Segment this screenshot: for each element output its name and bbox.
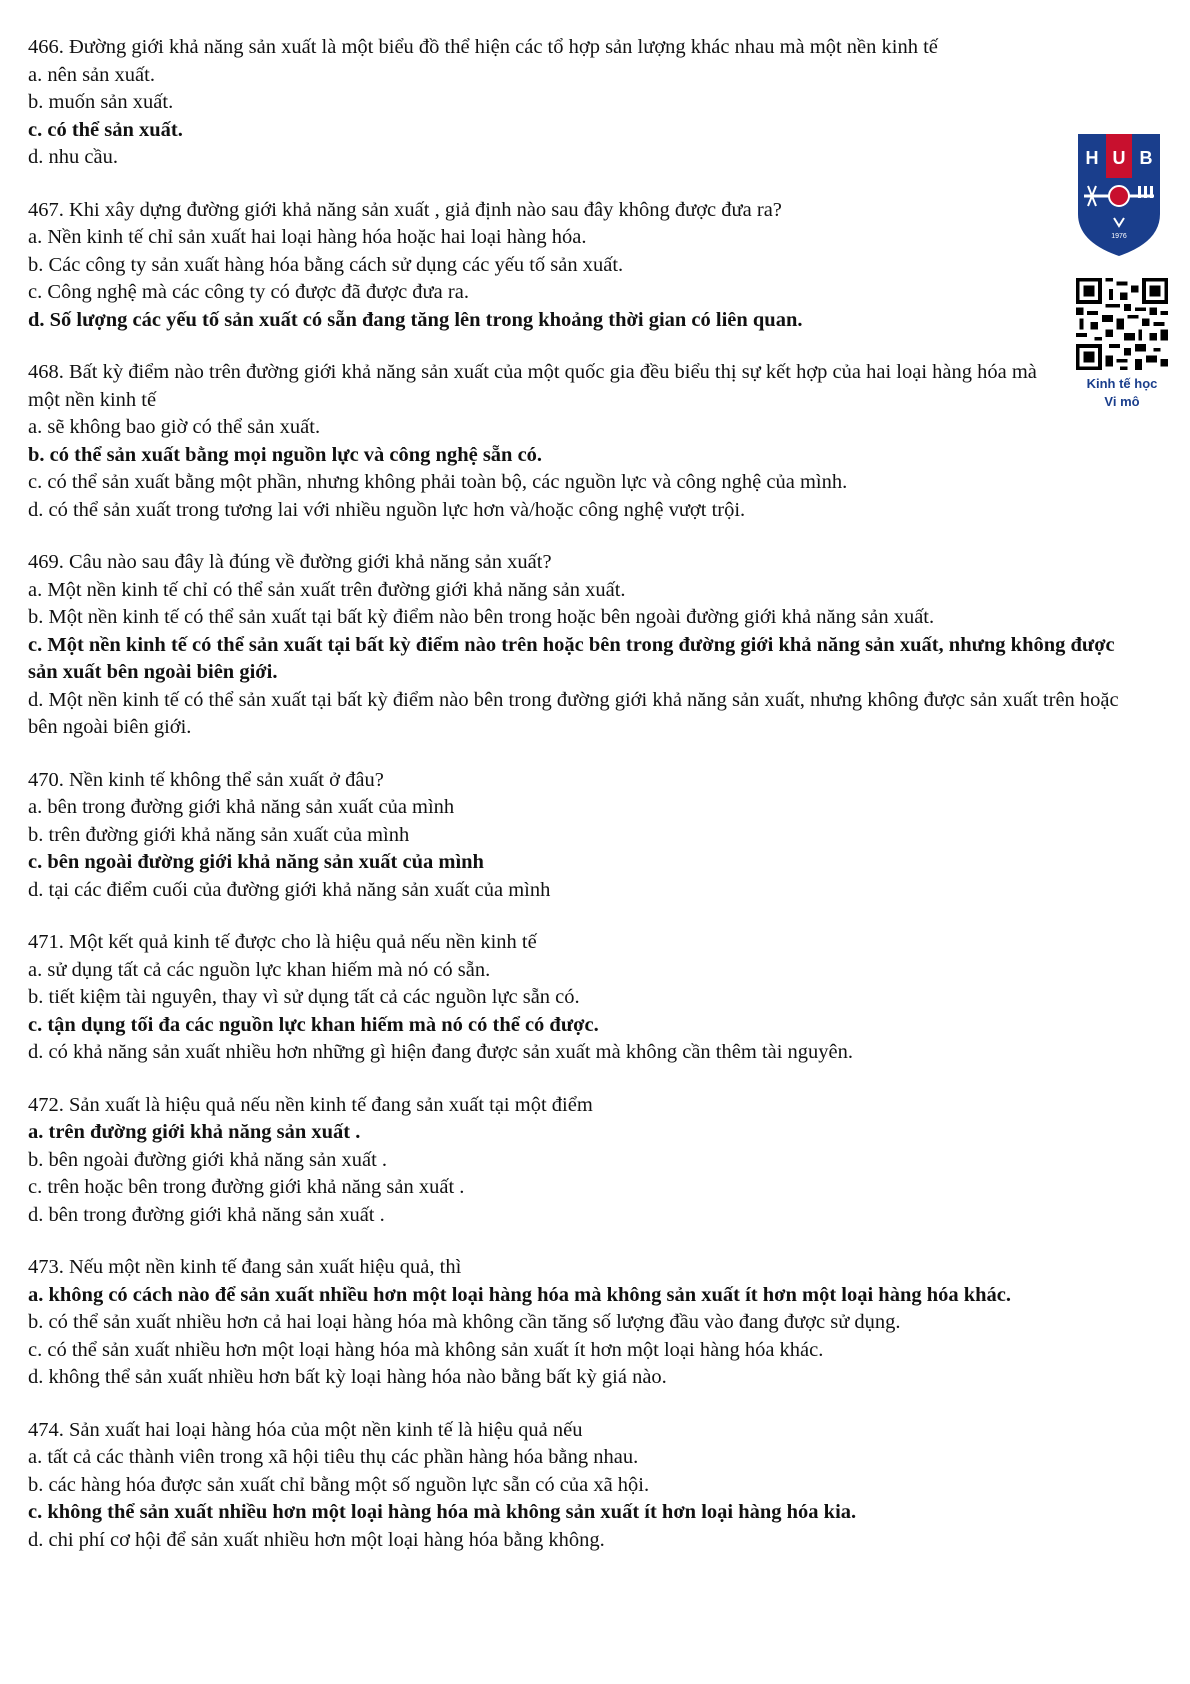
option-c: c. trên hoặc bên trong đường giới khả năng sản xuất .: [28, 1176, 465, 1198]
svg-text:H: H: [1085, 148, 1099, 168]
option-b: b. có thể sản xuất nhiều hơn cả hai loại hàng hóa mà không cần tăng số lượng đầu vào đang được sử dụng.: [28, 1311, 901, 1333]
question-text: 467. Khi xây dựng đường giới khả năng sản xuất , giả định nào sau đây không được đưa ra?: [28, 198, 782, 221]
question-text: 468. Bất kỳ điểm nào trên đường giới khả năng sản xuất của một quốc gia đều biểu thị sự kết hợp của hai loại hàng hóa mà một nền kinh tế: [28, 361, 1037, 411]
option-d: d. có thể sản xuất trong tương lai với nhiều nguồn lực hơn và/hoặc công nghệ vượt trội.: [28, 498, 746, 521]
option-d: d. không thể sản xuất nhiều hơn bất kỳ loại hàng hóa nào bằng bất kỳ giá nào.: [28, 1366, 667, 1388]
question-471: [28, 929, 1148, 1067]
option-d: d. tại các điểm cuối của đường giới khả năng sản xuất của mình: [28, 878, 551, 901]
question-text: 470. Nền kinh tế không thể sản xuất ở đâu?: [28, 768, 384, 791]
option-c-correct: c. Một nền kinh tế có thể sản xuất tại bất kỳ điểm nào trên hoặc bên trong đường giới khả năng sản xuất, nhưng không được sản xuất bên ngoài biên giới.: [28, 633, 1115, 683]
question-text: 471. Một kết quả kinh tế được cho là hiệu quả nếu nền kinh tế: [28, 931, 537, 953]
option-a: a. Một nền kinh tế chỉ có thể sản xuất trên đường giới khả năng sản xuất.: [28, 578, 626, 601]
option-c-correct: c. không thể sản xuất nhiều hơn một loại hàng hóa mà không sản xuất ít hơn loại hàng hóa kia.: [28, 1501, 857, 1523]
option-b: b. bên ngoài đường giới khả năng sản xuất .: [28, 1148, 388, 1171]
question-466: [28, 34, 1148, 172]
option-a: a. bên trong đường giới khả năng sản xuất của mình: [28, 796, 455, 818]
option-b: b. muốn sản xuất.: [28, 91, 174, 113]
option-c-correct: c. có thể sản xuất.: [28, 118, 183, 141]
option-a-correct: a. không có cách nào để sản xuất nhiều hơn một loại hàng hóa mà không sản xuất ít hơn một loại hàng hóa khác.: [28, 1283, 1012, 1306]
question-468: [28, 359, 1148, 524]
question-list: [28, 34, 1148, 1579]
option-d: d. có khả năng sản xuất nhiều hơn những gì hiện đang được sản xuất mà không cần thêm tài nguyên.: [28, 1041, 853, 1063]
option-d: d. bên trong đường giới khả năng sản xuất .: [28, 1203, 385, 1226]
svg-text:U: U: [1112, 148, 1126, 168]
question-text: 472. Sản xuất là hiệu quả nếu nền kinh tế đang sản xuất tại một điểm: [28, 1093, 593, 1116]
option-a: a. sẽ không bao giờ có thể sản xuất.: [28, 416, 321, 438]
option-d: d. Một nền kinh tế có thể sản xuất tại bất kỳ điểm nào bên trong đường giới khả năng sản xuất, nhưng không được sản xuất trên hoặc bên ngoài biên giới.: [28, 688, 1119, 738]
option-d-correct: d. Số lượng các yếu tố sản xuất có sẵn đang tăng lên trong khoảng thời gian có liên quan.: [28, 308, 803, 331]
question-472: [28, 1092, 1148, 1230]
option-d: d. chi phí cơ hội để sản xuất nhiều hơn một loại hàng hóa bằng không.: [28, 1528, 605, 1551]
svg-text:B: B: [1139, 148, 1153, 168]
course-label: Kinh tế học: [1086, 376, 1158, 391]
option-c-correct: c. tận dụng tối đa các nguồn lực khan hiếm mà nó có thể có được.: [28, 1013, 599, 1036]
question-text: 466. Đường giới khả năng sản xuất là một biểu đồ thể hiện các tổ hợp sản lượng khác nhau mà một nền kinh tế: [28, 36, 938, 58]
option-a: a. sử dụng tất cả các nguồn lực khan hiếm mà nó có sẵn.: [28, 958, 491, 981]
option-a: a. Nền kinh tế chỉ sản xuất hai loại hàng hóa hoặc hai loại hàng hóa.: [28, 226, 587, 248]
option-c-correct: c. bên ngoài đường giới khả năng sản xuất của mình: [28, 851, 484, 873]
course-sublabel: Vi mô: [1104, 394, 1140, 409]
option-b: b. trên đường giới khả năng sản xuất của mình: [28, 823, 410, 846]
option-a: a. nên sản xuất.: [28, 63, 155, 86]
question-467: [28, 197, 1148, 335]
option-b: b. Các công ty sản xuất hàng hóa bằng cách sử dụng các yếu tố sản xuất.: [28, 253, 624, 276]
question-text: 473. Nếu một nền kinh tế đang sản xuất hiệu quả, thì: [28, 1256, 462, 1278]
question-text: 474. Sản xuất hai loại hàng hóa của một nền kinh tế là hiệu quả nếu: [28, 1418, 583, 1441]
option-a-correct: a. trên đường giới khả năng sản xuất .: [28, 1121, 361, 1143]
option-a: a. tất cả các thành viên trong xã hội tiêu thụ các phần hàng hóa bằng nhau.: [28, 1446, 639, 1468]
option-b: b. các hàng hóa được sản xuất chỉ bằng một số nguồn lực sẵn có của xã hội.: [28, 1473, 650, 1496]
qr-code[interactable]: [1076, 278, 1168, 370]
option-b-correct: b. có thể sản xuất bằng mọi nguồn lực và công nghệ sẵn có.: [28, 443, 543, 466]
question-text: 469. Câu nào sau đây là đúng về đường giới khả năng sản xuất?: [28, 551, 552, 573]
hub-shield-logo: [1074, 130, 1164, 258]
option-b: b. Một nền kinh tế có thể sản xuất tại bất kỳ điểm nào bên trong hoặc bên ngoài đường giới khả năng sản xuất.: [28, 606, 935, 628]
option-b: b. tiết kiệm tài nguyên, thay vì sử dụng tất cả các nguồn lực sẵn có.: [28, 986, 580, 1008]
option-d: d. nhu cầu.: [28, 146, 118, 168]
option-c: c. Công nghệ mà các công ty có được đã được đưa ra.: [28, 281, 469, 303]
question-469: [28, 549, 1148, 742]
svg-text:1976: 1976: [1111, 233, 1127, 240]
option-c: c. có thể sản xuất bằng một phần, nhưng không phải toàn bộ, các nguồn lực và công nghệ của mình.: [28, 471, 848, 493]
question-470: [28, 767, 1148, 905]
question-474: [28, 1417, 1148, 1555]
option-c: c. có thể sản xuất nhiều hơn một loại hàng hóa mà không sản xuất ít hơn một loại hàng hóa khác.: [28, 1338, 824, 1361]
question-473: [28, 1254, 1148, 1392]
